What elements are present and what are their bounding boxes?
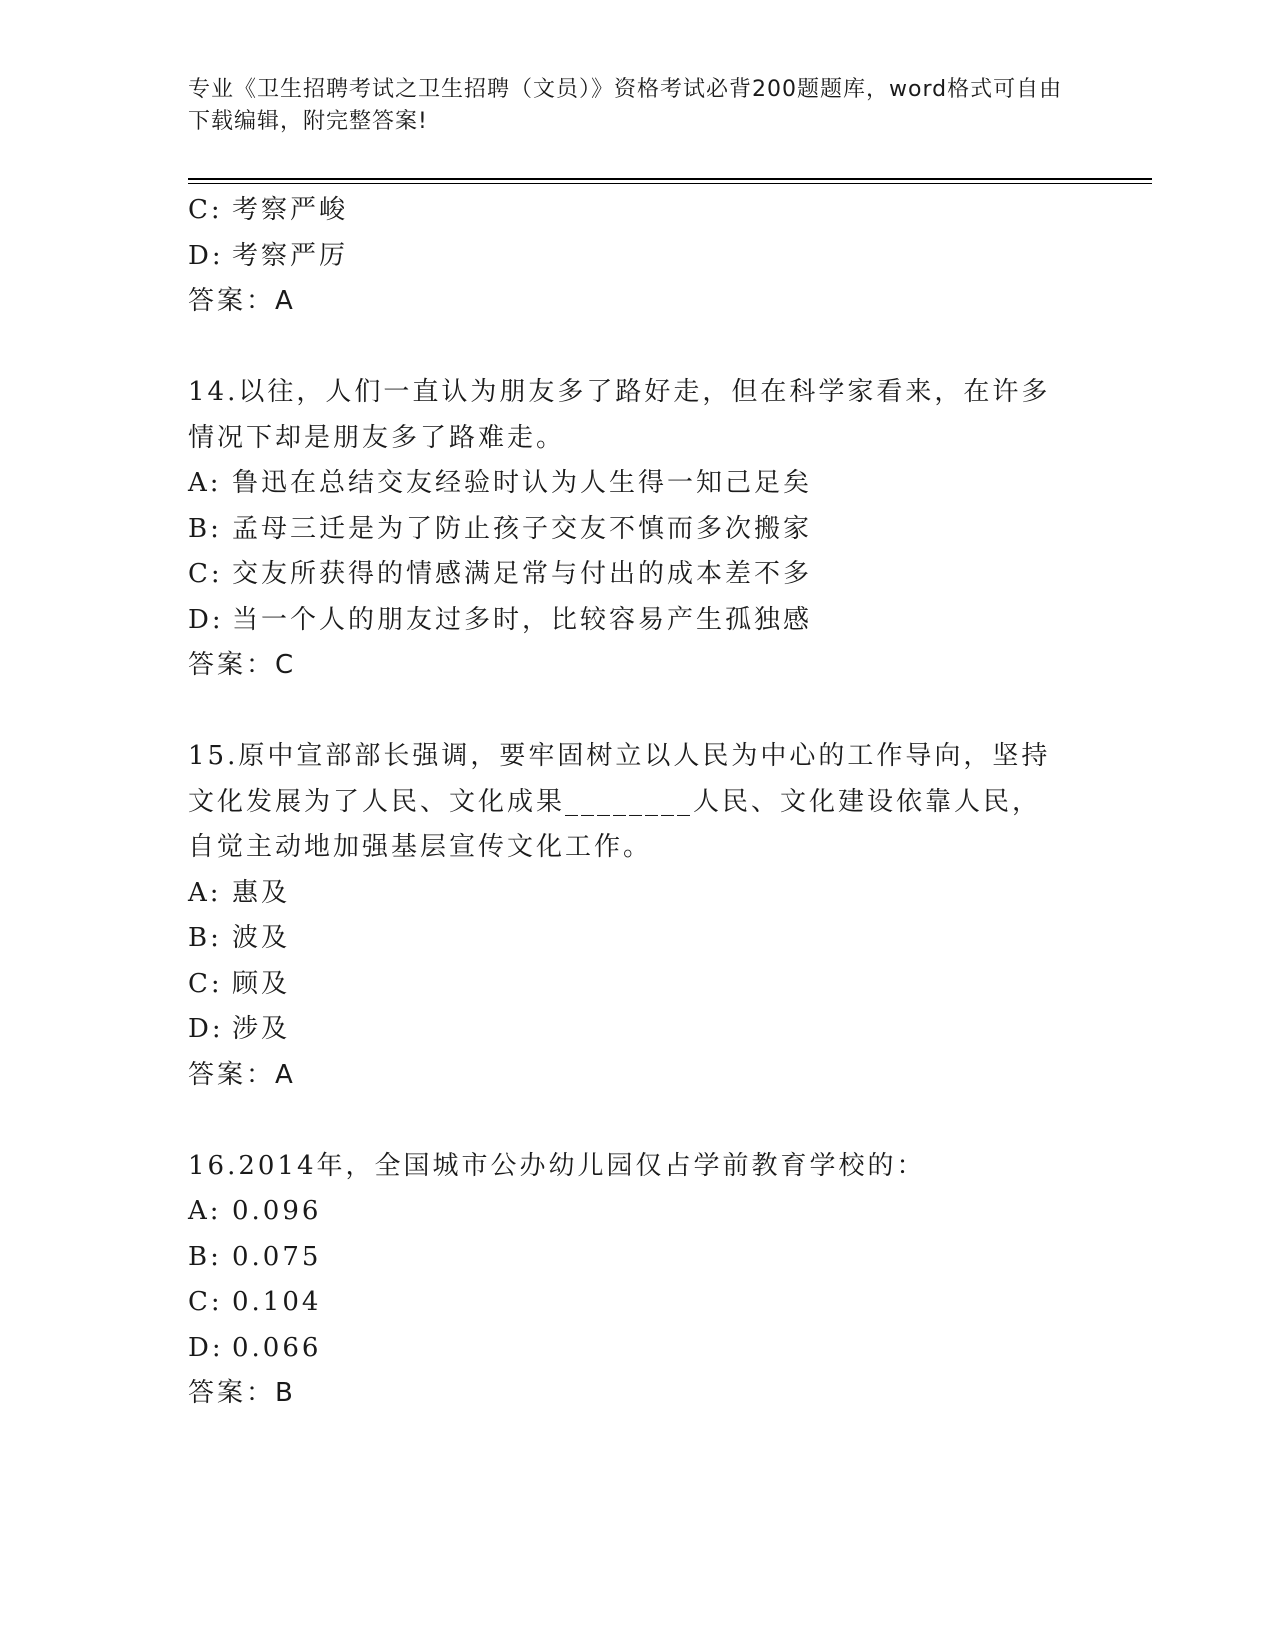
option-letter: B: — [188, 923, 222, 953]
option-letter: D: — [188, 1014, 224, 1044]
answer-line: 答案：B — [188, 1378, 296, 1408]
answer-line: 答案：C — [188, 650, 297, 680]
option-text: 涉及 — [232, 1014, 291, 1044]
document-body — [188, 188, 1088, 1417]
question-14-text: 14.以往，人们一直认为朋友多了路好走，但在科学家看来，在许多情况下却是朋友多了路难走。 — [188, 377, 1051, 453]
spacer — [188, 689, 1088, 735]
option-text: 波及 — [232, 923, 291, 953]
option-text: 惠及 — [232, 877, 291, 908]
question-15-text: 15.原中宣部部长强调，要牢固树立以人民为中心的工作导向，坚持文化发展为了人民、文化成果________人民、文化建设依靠人民，自觉主动地加强基层宣传文化工作。 — [188, 741, 1051, 862]
option-letter: D: — [188, 240, 224, 271]
option-letter: C: — [188, 968, 223, 999]
option-b — [188, 916, 1088, 962]
option-text: 0.075 — [232, 1241, 322, 1272]
question-16-text: 16.2014年，全国城市公办幼儿园仅占学前教育学校的： — [188, 1150, 926, 1181]
header-rule-thin — [188, 183, 1152, 184]
answer-line: 答案：A — [188, 286, 296, 316]
option-a — [188, 461, 1088, 507]
option-letter: A: — [188, 468, 222, 498]
option-b — [188, 507, 1088, 553]
option-text: 孟母三迁是为了防止孩子交友不慎而多次搬家 — [232, 513, 813, 544]
spacer — [188, 325, 1088, 371]
option-letter: A: — [188, 1196, 222, 1226]
option-letter: C: — [188, 195, 223, 225]
option-a — [188, 1189, 1088, 1235]
answer-line: 答案：A — [188, 1059, 296, 1090]
header-rule-thick — [188, 178, 1152, 180]
option-text: 0.096 — [232, 1196, 322, 1226]
option-text: 当一个人的朋友过多时，比较容易产生孤独感 — [232, 604, 813, 635]
option-letter: B: — [188, 513, 222, 544]
option-letter: B: — [188, 1241, 222, 1272]
option-letter: A: — [188, 877, 222, 908]
option-d — [188, 1007, 1088, 1053]
option-text: 鲁迅在总结交友经验时认为人生得一知己足矣 — [232, 468, 813, 498]
option-c — [188, 1280, 1088, 1326]
option-letter: C: — [188, 1287, 223, 1317]
option-letter: D: — [188, 604, 224, 635]
option-text: 考察严厉 — [232, 240, 349, 271]
option-c — [188, 962, 1088, 1008]
option-text: 交友所获得的情感满足常与付出的成本差不多 — [232, 559, 813, 589]
option-d — [188, 598, 1088, 644]
option-text: 0.066 — [232, 1332, 322, 1363]
option-b — [188, 1235, 1088, 1281]
spacer — [188, 1098, 1088, 1144]
option-text: 0.104 — [232, 1287, 322, 1317]
option-text: 考察严峻 — [232, 195, 349, 225]
option-d — [188, 1326, 1088, 1372]
option-d — [188, 234, 1088, 280]
option-c — [188, 552, 1088, 598]
option-letter: D: — [188, 1332, 224, 1363]
option-text: 顾及 — [232, 968, 291, 999]
option-c — [188, 188, 1088, 234]
option-letter: C: — [188, 559, 223, 589]
document-header: 专业《卫生招聘考试之卫生招聘（文员）》资格考试必背200题题库，word格式可自由下载编辑，附完整答案! — [188, 77, 1063, 134]
option-a — [188, 871, 1088, 917]
